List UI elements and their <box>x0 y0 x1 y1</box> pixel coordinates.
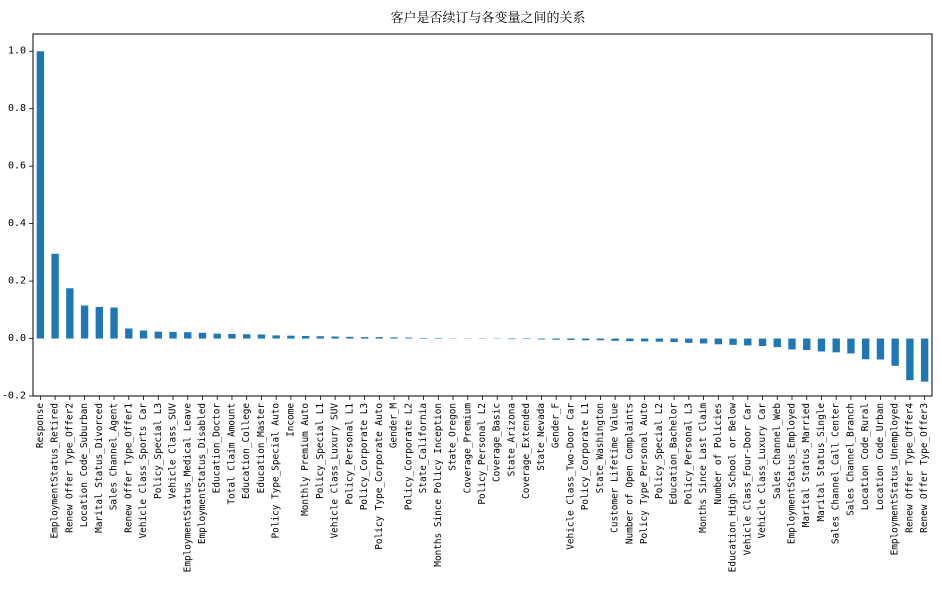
x-tick-label: Location Code_Suburban <box>79 403 91 528</box>
bar-23 <box>376 337 383 338</box>
x-tick-label: Education_College <box>241 403 253 499</box>
x-tick-label: Customer Lifetime Value <box>609 403 621 533</box>
bar-37 <box>582 339 589 341</box>
bar-40 <box>626 339 633 342</box>
bar-57 <box>877 339 884 360</box>
x-tick-label: Policy Type_Special Auto <box>270 403 282 539</box>
bar-16 <box>272 335 279 338</box>
x-tick-label: State_Oregon <box>447 403 459 471</box>
bar-36 <box>567 339 574 340</box>
y-tick-label: 0.4 <box>7 218 26 230</box>
x-tick-label: Vehicle Class_Two-Door Car <box>565 403 577 550</box>
x-tick-label: State_Arizona <box>506 403 518 477</box>
bar-39 <box>611 339 618 341</box>
bar-50 <box>774 339 781 348</box>
y-tick-label: -0.2 <box>1 390 26 402</box>
x-tick-label: EmploymentStatus_Disabled <box>196 403 208 545</box>
x-tick-label: EmploymentStatus_Medical Leave <box>182 403 194 573</box>
bar-33 <box>523 339 530 340</box>
bar-42 <box>656 339 663 342</box>
x-tick-label: Policy_Special L1 <box>314 403 326 499</box>
x-tick-label: Education_Master <box>255 403 267 494</box>
x-tick-label: Vehicle Class_SUV <box>167 403 179 499</box>
bar-35 <box>553 339 560 340</box>
x-tick-label: Vehicle Class_Sports Car <box>138 403 150 539</box>
y-axis <box>2 46 33 402</box>
bar-52 <box>803 339 810 350</box>
bar-4 <box>96 307 103 339</box>
x-axis <box>35 396 930 572</box>
x-tick-label: Policy_Special L2 <box>653 403 665 499</box>
bar-9 <box>169 332 176 339</box>
bar-3 <box>81 306 88 339</box>
bar-47 <box>729 339 736 345</box>
x-tick-label: Marital Status_Divorced <box>93 403 105 533</box>
bar-19 <box>317 336 324 338</box>
x-tick-label: Vehicle Class_Luxury Car <box>757 403 769 539</box>
y-tick-label: 1.0 <box>7 45 26 57</box>
x-tick-label: EmploymentStatus_Unemployed <box>889 403 901 556</box>
x-tick-label: Policy_Corporate L1 <box>580 403 592 511</box>
bar-46 <box>715 339 722 345</box>
bar-32 <box>508 339 515 340</box>
x-tick-label: Location Code_Urban <box>874 403 886 511</box>
bar-38 <box>597 339 604 341</box>
x-tick-label: Policy_Corporate L2 <box>403 403 415 511</box>
x-tick-label: Vehicle Class_Luxury SUV <box>329 403 341 539</box>
bar-41 <box>641 339 648 342</box>
x-tick-label: EmploymentStatus_Retired <box>49 403 61 539</box>
x-tick-label: Sales Channel_Branch <box>845 403 857 516</box>
x-tick-label: Education_Bachelor <box>668 403 680 505</box>
x-tick-label: Renew Offer Type_Offer3 <box>919 403 931 533</box>
bar-60 <box>921 339 928 382</box>
bar-17 <box>287 336 294 339</box>
plot-frame <box>33 34 932 396</box>
bar-55 <box>847 339 854 354</box>
x-tick-label: State_Washington <box>594 403 606 494</box>
bar-21 <box>346 337 353 339</box>
x-tick-label: Education_Doctor <box>211 403 223 494</box>
bar-6 <box>125 328 132 338</box>
x-tick-label: Monthly Premium Auto <box>300 403 312 516</box>
bar-59 <box>906 339 913 381</box>
x-tick-label: Months Since Last Claim <box>698 403 710 533</box>
x-tick-label: Renew Offer Type_Offer4 <box>904 403 916 533</box>
bars-group <box>37 51 929 381</box>
x-tick-label: Sales Channel_Web <box>771 403 783 499</box>
bar-10 <box>184 332 191 338</box>
x-tick-label: Policy_Special L3 <box>152 403 164 499</box>
x-tick-label: Gender_M <box>388 403 400 449</box>
bar-44 <box>685 339 692 343</box>
bar-7 <box>140 331 147 339</box>
bar-5 <box>110 308 117 339</box>
x-tick-label: Renew Offer Type_Offer1 <box>123 403 135 533</box>
x-tick-label: State_Nevada <box>535 403 547 471</box>
bar-49 <box>759 339 766 346</box>
x-tick-label: State_California <box>418 403 430 494</box>
x-tick-label: Policy Type_Corporate Auto <box>373 403 385 550</box>
bar-18 <box>302 336 309 339</box>
x-tick-label: Coverage_Extended <box>521 403 533 499</box>
x-tick-label: Policy_Corporate L3 <box>359 403 371 511</box>
bar-24 <box>390 337 397 338</box>
bar-43 <box>670 339 677 342</box>
x-tick-label: Policy_Personal L2 <box>477 403 488 505</box>
bar-20 <box>331 337 338 339</box>
y-tick-label: 0.8 <box>7 103 26 115</box>
x-tick-label: Vehicle Class_Four-Door Car <box>742 403 754 556</box>
bar-53 <box>818 339 825 352</box>
bar-51 <box>788 339 795 350</box>
x-tick-label: Education_High School or Below <box>727 403 739 573</box>
x-tick-label: Sales Channel_Call Center <box>830 403 842 545</box>
bar-56 <box>862 339 869 360</box>
bar-45 <box>700 339 707 344</box>
x-tick-label: Policy_Personal L1 <box>344 403 356 505</box>
bar-13 <box>228 334 235 339</box>
x-tick-label: Gender_F <box>550 403 562 449</box>
bar-48 <box>744 339 751 346</box>
y-tick-label: 0.6 <box>7 160 26 172</box>
x-tick-label: Renew Offer Type_Offer2 <box>64 403 76 533</box>
x-tick-label: Income <box>285 403 297 437</box>
x-tick-label: Coverage_Premium <box>462 403 474 494</box>
bar-58 <box>891 339 898 366</box>
bar-34 <box>538 339 545 340</box>
bar-8 <box>155 332 162 339</box>
bar-25 <box>405 338 412 339</box>
bar-22 <box>361 337 368 338</box>
x-tick-label: Location Code_Rural <box>860 403 872 511</box>
bar-15 <box>258 335 265 339</box>
x-tick-label: Policy_Personal L3 <box>683 403 695 505</box>
x-tick-label: Number of Open Complaints <box>624 403 636 545</box>
bar-27 <box>435 338 442 339</box>
bar-0 <box>37 51 44 338</box>
bar-54 <box>833 339 840 353</box>
bar-26 <box>420 338 427 339</box>
bar-14 <box>243 334 250 338</box>
y-tick-label: 0.0 <box>7 333 26 345</box>
x-tick-label: EmploymentStatus_Employed <box>786 403 798 545</box>
x-tick-label: Months Since Policy Inception <box>432 403 444 567</box>
bar-2 <box>66 288 73 338</box>
x-tick-label: Sales Channel_Agent <box>108 403 120 511</box>
x-tick-label: Marital Status_Single <box>815 403 827 522</box>
bar-1 <box>51 254 58 339</box>
x-tick-label: Number of Policies <box>712 403 724 505</box>
y-tick-label: 0.2 <box>7 275 26 287</box>
x-tick-label: Total Claim Amount <box>226 403 238 505</box>
x-tick-label: Policy Type_Personal Auto <box>639 403 651 545</box>
x-tick-label: Marital Status_Married <box>801 403 813 528</box>
x-tick-label: Coverage_Basic <box>491 403 503 483</box>
bar-12 <box>214 334 221 339</box>
x-tick-label: Response <box>34 403 46 449</box>
bar-11 <box>199 333 206 339</box>
chart-title: 客户是否续订与各变量之间的关系 <box>390 11 586 26</box>
